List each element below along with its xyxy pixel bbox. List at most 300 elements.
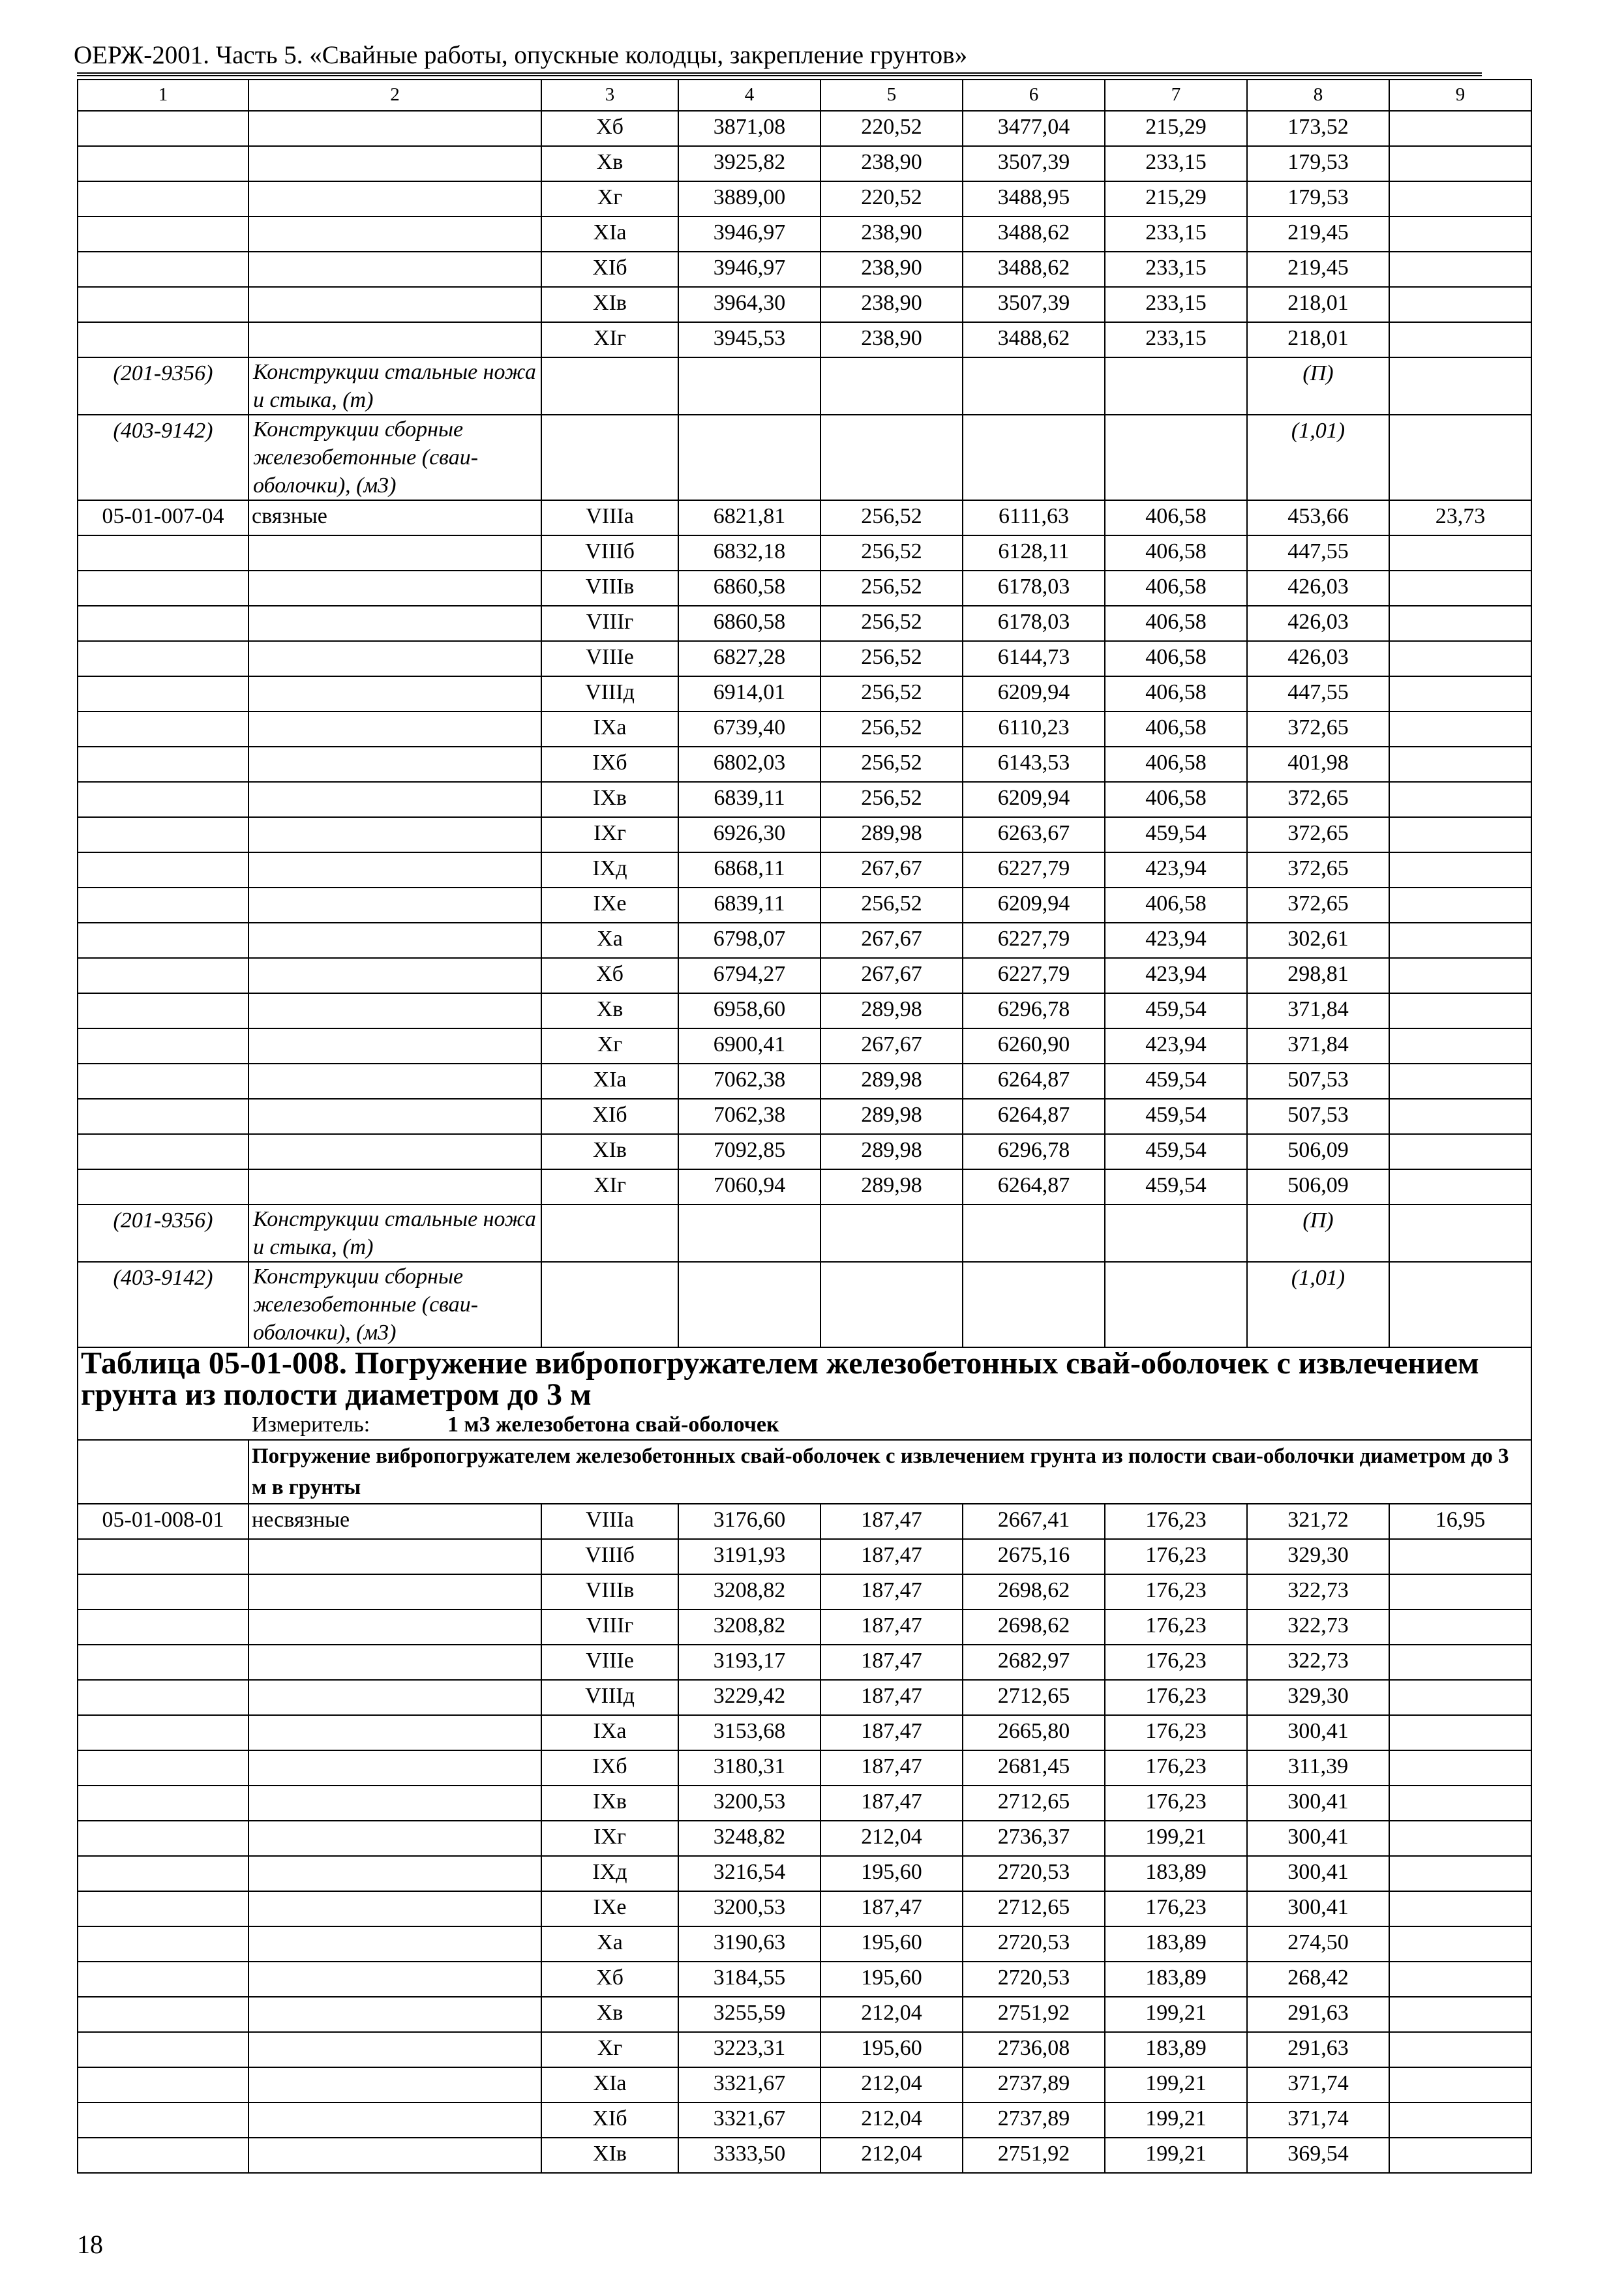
col9-cell — [1389, 217, 1531, 252]
value-cell: 6798,07 — [678, 923, 820, 958]
value-cell: 406,58 — [1105, 782, 1247, 817]
value-cell: 187,47 — [820, 1680, 963, 1715]
value-cell: 176,23 — [1105, 1786, 1247, 1821]
name-cell — [248, 606, 541, 641]
value-cell: 212,04 — [820, 2067, 963, 2102]
value-cell: 3200,53 — [678, 1786, 820, 1821]
code-cell — [78, 1099, 248, 1134]
soil-group-cell: Хг — [541, 181, 678, 217]
name-cell — [248, 1099, 541, 1134]
value-cell: 256,52 — [820, 606, 963, 641]
name-cell — [248, 1064, 541, 1099]
value-cell: 6227,79 — [963, 923, 1105, 958]
table-row — [78, 852, 1531, 888]
name-cell — [248, 782, 541, 817]
value-cell: 233,15 — [1105, 146, 1247, 181]
value-cell: 7062,38 — [678, 1099, 820, 1134]
value-cell: 406,58 — [1105, 641, 1247, 676]
code-cell — [78, 111, 248, 146]
name-cell — [248, 676, 541, 711]
table-row — [78, 1028, 1531, 1064]
soil-group-cell: ХIб — [541, 252, 678, 287]
value-cell: 329,30 — [1247, 1539, 1389, 1574]
value-cell: 3193,17 — [678, 1645, 820, 1680]
col9-cell — [1389, 2067, 1531, 2102]
soil-group-cell: IХд — [541, 852, 678, 888]
value-cell: 6839,11 — [678, 782, 820, 817]
value-cell: 300,41 — [1247, 1821, 1389, 1856]
value-cell: 423,94 — [1105, 1028, 1247, 1064]
value-cell: 369,54 — [1247, 2138, 1389, 2173]
value-cell: 3191,93 — [678, 1539, 820, 1574]
col9-cell — [1389, 535, 1531, 571]
value-cell: 212,04 — [820, 1997, 963, 2032]
value-cell: 2736,37 — [963, 1821, 1105, 1856]
value-cell: 406,58 — [1105, 606, 1247, 641]
table-row — [78, 2067, 1531, 2102]
name-cell — [248, 2102, 541, 2138]
value-cell: 371,84 — [1247, 993, 1389, 1028]
value-cell: 298,81 — [1247, 958, 1389, 993]
col9-cell — [1389, 1609, 1531, 1645]
value-cell: 3507,39 — [963, 287, 1105, 322]
value-cell: 199,21 — [1105, 2102, 1247, 2138]
value-cell: 179,53 — [1247, 146, 1389, 181]
code-cell — [78, 923, 248, 958]
soil-group-cell: IХв — [541, 1786, 678, 1821]
table-row — [78, 747, 1531, 782]
name-cell — [248, 1028, 541, 1064]
soil-group-cell: Хв — [541, 146, 678, 181]
table-row — [78, 711, 1531, 747]
table-row — [78, 322, 1531, 357]
value-cell: 406,58 — [1105, 888, 1247, 923]
soil-group-cell: VIIIе — [541, 1645, 678, 1680]
value-cell: 3208,82 — [678, 1609, 820, 1645]
col9-cell — [1389, 888, 1531, 923]
table-row — [78, 606, 1531, 641]
value-cell: 176,23 — [1105, 1574, 1247, 1609]
name-cell — [248, 888, 541, 923]
soil-group-cell: Хв — [541, 1997, 678, 2032]
code-cell — [78, 1786, 248, 1821]
col9-cell — [1389, 287, 1531, 322]
table-row — [78, 2138, 1531, 2173]
value-cell: 220,52 — [820, 111, 963, 146]
col9-cell — [1389, 2138, 1531, 2173]
value-cell: 7062,38 — [678, 1064, 820, 1099]
soil-group-cell: VIIIб — [541, 1539, 678, 1574]
value-cell: 6860,58 — [678, 571, 820, 606]
col9-cell — [1389, 1099, 1531, 1134]
code-cell — [78, 181, 248, 217]
value-cell: 302,61 — [1247, 923, 1389, 958]
value-cell: 233,15 — [1105, 322, 1247, 357]
value-cell: 195,60 — [820, 1962, 963, 1997]
value-cell: 6110,23 — [963, 711, 1105, 747]
code-cell — [78, 1962, 248, 1997]
code-cell — [78, 1539, 248, 1574]
note-name: Конструкции стальные ножа и стыка, (т) — [248, 1204, 541, 1262]
value-cell: 3223,31 — [678, 2032, 820, 2067]
code-cell — [78, 1750, 248, 1786]
value-cell: 371,74 — [1247, 2067, 1389, 2102]
soil-group-cell: Хв — [541, 993, 678, 1028]
value-cell: 6926,30 — [678, 817, 820, 852]
name-cell — [248, 958, 541, 993]
value-cell: 267,67 — [820, 1028, 963, 1064]
name-cell — [248, 1786, 541, 1821]
code-cell — [78, 1134, 248, 1169]
name-cell — [248, 146, 541, 181]
value-cell: 256,52 — [820, 676, 963, 711]
resource-note-row — [78, 415, 1531, 500]
note-code: (201-9356) — [78, 1204, 248, 1262]
table-row — [78, 817, 1531, 852]
value-cell: 187,47 — [820, 1609, 963, 1645]
table-row — [78, 676, 1531, 711]
value-cell: 329,30 — [1247, 1680, 1389, 1715]
value-cell: 176,23 — [1105, 1715, 1247, 1750]
value-cell: 406,58 — [1105, 535, 1247, 571]
col9-cell — [1389, 641, 1531, 676]
page-header: ОЕРЖ-2001. Часть 5. «Свайные работы, опускные колодцы, закрепление грунтов» — [74, 41, 968, 69]
value-cell: 6143,53 — [963, 747, 1105, 782]
value-cell: 6264,87 — [963, 1099, 1105, 1134]
code-cell — [78, 2032, 248, 2067]
value-cell: 300,41 — [1247, 1786, 1389, 1821]
value-cell: 3208,82 — [678, 1574, 820, 1609]
soil-group-cell: IХв — [541, 782, 678, 817]
value-cell: 311,39 — [1247, 1750, 1389, 1786]
value-cell: 176,23 — [1105, 1504, 1247, 1539]
table-row — [78, 1574, 1531, 1609]
value-cell: 215,29 — [1105, 181, 1247, 217]
value-cell: 2712,65 — [963, 1786, 1105, 1821]
column-number: 1 — [78, 80, 248, 111]
col9-cell — [1389, 111, 1531, 146]
value-cell: 372,65 — [1247, 817, 1389, 852]
name-cell — [248, 287, 541, 322]
value-cell: 212,04 — [820, 2102, 963, 2138]
rates-table — [77, 79, 1532, 2174]
value-cell: 6263,67 — [963, 817, 1105, 852]
value-cell: 291,63 — [1247, 2032, 1389, 2067]
note-value: (П) — [1247, 357, 1389, 415]
value-cell: 3229,42 — [678, 1680, 820, 1715]
col9-cell: 23,73 — [1389, 500, 1531, 535]
value-cell: 233,15 — [1105, 217, 1247, 252]
soil-group-cell: Хб — [541, 958, 678, 993]
table-row — [78, 1169, 1531, 1204]
value-cell: 300,41 — [1247, 1856, 1389, 1891]
value-cell: 406,58 — [1105, 676, 1247, 711]
name-cell — [248, 535, 541, 571]
value-cell: 6178,03 — [963, 606, 1105, 641]
value-cell: 406,58 — [1105, 500, 1247, 535]
col9-cell — [1389, 852, 1531, 888]
name-cell — [248, 2138, 541, 2173]
value-cell: 289,98 — [820, 817, 963, 852]
value-cell: 3946,97 — [678, 252, 820, 287]
code-cell — [78, 1891, 248, 1926]
table-row — [78, 1680, 1531, 1715]
value-cell: 6794,27 — [678, 958, 820, 993]
value-cell: 2665,80 — [963, 1715, 1105, 1750]
code-cell — [78, 252, 248, 287]
value-cell: 176,23 — [1105, 1680, 1247, 1715]
value-cell: 6827,28 — [678, 641, 820, 676]
value-cell: 289,98 — [820, 1099, 963, 1134]
value-cell: 199,21 — [1105, 2067, 1247, 2102]
measure-value: 1 м3 железобетона свай-оболочек — [447, 1413, 779, 1437]
name-cell — [248, 1134, 541, 1169]
name-cell — [248, 1539, 541, 1574]
value-cell: 219,45 — [1247, 252, 1389, 287]
value-cell: 6296,78 — [963, 993, 1105, 1028]
value-cell: 238,90 — [820, 322, 963, 357]
code-cell — [78, 641, 248, 676]
table-row — [78, 1609, 1531, 1645]
name-cell — [248, 181, 541, 217]
value-cell: 423,94 — [1105, 923, 1247, 958]
col9-cell — [1389, 2032, 1531, 2067]
column-number-row — [78, 80, 1531, 111]
value-cell: 507,53 — [1247, 1099, 1389, 1134]
value-cell: 3477,04 — [963, 111, 1105, 146]
value-cell: 321,72 — [1247, 1504, 1389, 1539]
header-rule — [77, 72, 1482, 76]
code-cell — [78, 1169, 248, 1204]
value-cell: 3190,63 — [678, 1926, 820, 1962]
value-cell: 322,73 — [1247, 1645, 1389, 1680]
value-cell: 179,53 — [1247, 181, 1389, 217]
value-cell: 6209,94 — [963, 888, 1105, 923]
column-number: 7 — [1105, 80, 1247, 111]
value-cell: 6914,01 — [678, 676, 820, 711]
note-value: (1,01) — [1247, 1262, 1389, 1347]
table-row — [78, 1099, 1531, 1134]
col9-cell — [1389, 1645, 1531, 1680]
note-code: (403-9142) — [78, 1262, 248, 1347]
code-cell — [78, 1715, 248, 1750]
code-cell — [78, 571, 248, 606]
name-cell — [248, 817, 541, 852]
value-cell: 506,09 — [1247, 1134, 1389, 1169]
col9-cell: 16,95 — [1389, 1504, 1531, 1539]
table-row — [78, 535, 1531, 571]
value-cell: 426,03 — [1247, 571, 1389, 606]
value-cell: 6260,90 — [963, 1028, 1105, 1064]
value-cell: 218,01 — [1247, 287, 1389, 322]
value-cell: 176,23 — [1105, 1891, 1247, 1926]
code-cell: 05-01-007-04 — [78, 500, 248, 535]
value-cell: 291,63 — [1247, 1997, 1389, 2032]
table-row — [78, 252, 1531, 287]
code-cell — [78, 1856, 248, 1891]
value-cell: 459,54 — [1105, 1099, 1247, 1134]
value-cell: 256,52 — [820, 782, 963, 817]
value-cell: 372,65 — [1247, 888, 1389, 923]
value-cell: 2681,45 — [963, 1750, 1105, 1786]
name-cell — [248, 1750, 541, 1786]
col9-cell — [1389, 2102, 1531, 2138]
page-number: 18 — [77, 2230, 103, 2259]
soil-group-cell: ХIв — [541, 1134, 678, 1169]
soil-group-cell: ХIб — [541, 1099, 678, 1134]
value-cell: 322,73 — [1247, 1574, 1389, 1609]
value-cell: 372,65 — [1247, 782, 1389, 817]
soil-group-cell: VIIIе — [541, 641, 678, 676]
value-cell: 2751,92 — [963, 2138, 1105, 2173]
value-cell: 256,52 — [820, 711, 963, 747]
value-cell: 3255,59 — [678, 1997, 820, 2032]
soil-group-cell: VIIIб — [541, 535, 678, 571]
name-cell — [248, 747, 541, 782]
table-row — [78, 1997, 1531, 2032]
code-cell — [78, 1574, 248, 1609]
code-cell — [78, 1680, 248, 1715]
value-cell: 2720,53 — [963, 1926, 1105, 1962]
value-cell: 6860,58 — [678, 606, 820, 641]
value-cell: 371,74 — [1247, 2102, 1389, 2138]
name-cell — [248, 571, 541, 606]
name-cell — [248, 852, 541, 888]
table-row — [78, 1645, 1531, 1680]
col9-cell — [1389, 252, 1531, 287]
value-cell: 274,50 — [1247, 1926, 1389, 1962]
name-cell — [248, 1169, 541, 1204]
value-cell: 6209,94 — [963, 782, 1105, 817]
code-cell — [78, 993, 248, 1028]
value-cell: 219,45 — [1247, 217, 1389, 252]
table-row — [78, 500, 1531, 535]
soil-group-cell: VIIIд — [541, 1680, 678, 1715]
col9-cell — [1389, 711, 1531, 747]
column-number: 6 — [963, 80, 1105, 111]
col9-cell — [1389, 1786, 1531, 1821]
value-cell: 6227,79 — [963, 852, 1105, 888]
col9-cell — [1389, 993, 1531, 1028]
value-cell: 300,41 — [1247, 1891, 1389, 1926]
soil-group-cell: IХг — [541, 817, 678, 852]
soil-group-cell: IХа — [541, 1715, 678, 1750]
col9-cell — [1389, 1891, 1531, 1926]
note-code: (201-9356) — [78, 357, 248, 415]
col9-cell — [1389, 1962, 1531, 1997]
code-cell — [78, 1926, 248, 1962]
name-cell — [248, 111, 541, 146]
note-value: (П) — [1247, 1204, 1389, 1262]
name-cell — [248, 1962, 541, 1997]
value-cell: 233,15 — [1105, 287, 1247, 322]
value-cell: 3488,95 — [963, 181, 1105, 217]
value-cell: 7092,85 — [678, 1134, 820, 1169]
col9-cell — [1389, 1856, 1531, 1891]
value-cell: 173,52 — [1247, 111, 1389, 146]
soil-group-cell: IХб — [541, 747, 678, 782]
value-cell: 2737,89 — [963, 2067, 1105, 2102]
soil-group-cell: ХIа — [541, 2067, 678, 2102]
value-cell: 176,23 — [1105, 1750, 1247, 1786]
soil-group-cell: IХе — [541, 888, 678, 923]
value-cell: 300,41 — [1247, 1715, 1389, 1750]
value-cell: 2737,89 — [963, 2102, 1105, 2138]
soil-group-cell: Хг — [541, 2032, 678, 2067]
col9-cell — [1389, 606, 1531, 641]
value-cell: 6227,79 — [963, 958, 1105, 993]
table-row — [78, 2102, 1531, 2138]
table-row — [78, 146, 1531, 181]
value-cell: 199,21 — [1105, 1821, 1247, 1856]
value-cell: 195,60 — [820, 1856, 963, 1891]
table-row — [78, 1504, 1531, 1539]
col9-cell — [1389, 1821, 1531, 1856]
value-cell: 3184,55 — [678, 1962, 820, 1997]
col9-cell — [1389, 923, 1531, 958]
value-cell: 406,58 — [1105, 711, 1247, 747]
code-cell — [78, 1997, 248, 2032]
value-cell: 212,04 — [820, 1821, 963, 1856]
name-cell — [248, 1609, 541, 1645]
code-cell — [78, 606, 248, 641]
col9-cell — [1389, 1028, 1531, 1064]
column-number: 8 — [1247, 80, 1389, 111]
column-number: 2 — [248, 80, 541, 111]
value-cell: 2675,16 — [963, 1539, 1105, 1574]
value-cell: 267,67 — [820, 958, 963, 993]
value-cell: 256,52 — [820, 641, 963, 676]
soil-group-cell: ХIг — [541, 1169, 678, 1204]
table-row — [78, 111, 1531, 146]
value-cell: 6802,03 — [678, 747, 820, 782]
col9-cell — [1389, 782, 1531, 817]
table-row — [78, 993, 1531, 1028]
value-cell: 199,21 — [1105, 2138, 1247, 2173]
value-cell: 3488,62 — [963, 322, 1105, 357]
value-cell: 322,73 — [1247, 1609, 1389, 1645]
value-cell: 218,01 — [1247, 322, 1389, 357]
value-cell: 233,15 — [1105, 252, 1247, 287]
name-cell — [248, 1997, 541, 2032]
resource-note-row — [78, 1262, 1531, 1347]
value-cell: 220,52 — [820, 181, 963, 217]
name-cell — [248, 2067, 541, 2102]
col9-cell — [1389, 322, 1531, 357]
soil-group-cell: IХд — [541, 1856, 678, 1891]
code-cell — [78, 1028, 248, 1064]
soil-group-cell: VIIIв — [541, 1574, 678, 1609]
value-cell: 2712,65 — [963, 1680, 1105, 1715]
value-cell: 372,65 — [1247, 711, 1389, 747]
value-cell: 199,21 — [1105, 1997, 1247, 2032]
code-cell — [78, 1064, 248, 1099]
value-cell: 3889,00 — [678, 181, 820, 217]
table-row — [78, 1821, 1531, 1856]
value-cell: 195,60 — [820, 2032, 963, 2067]
col9-cell — [1389, 1926, 1531, 1962]
col9-cell — [1389, 1750, 1531, 1786]
name-cell — [248, 217, 541, 252]
value-cell: 2720,53 — [963, 1856, 1105, 1891]
value-cell: 6839,11 — [678, 888, 820, 923]
value-cell: 453,66 — [1247, 500, 1389, 535]
table-row — [78, 1750, 1531, 1786]
soil-group-cell: IХа — [541, 711, 678, 747]
soil-group-cell: ХIв — [541, 2138, 678, 2173]
name-cell — [248, 1856, 541, 1891]
col9-cell — [1389, 817, 1531, 852]
